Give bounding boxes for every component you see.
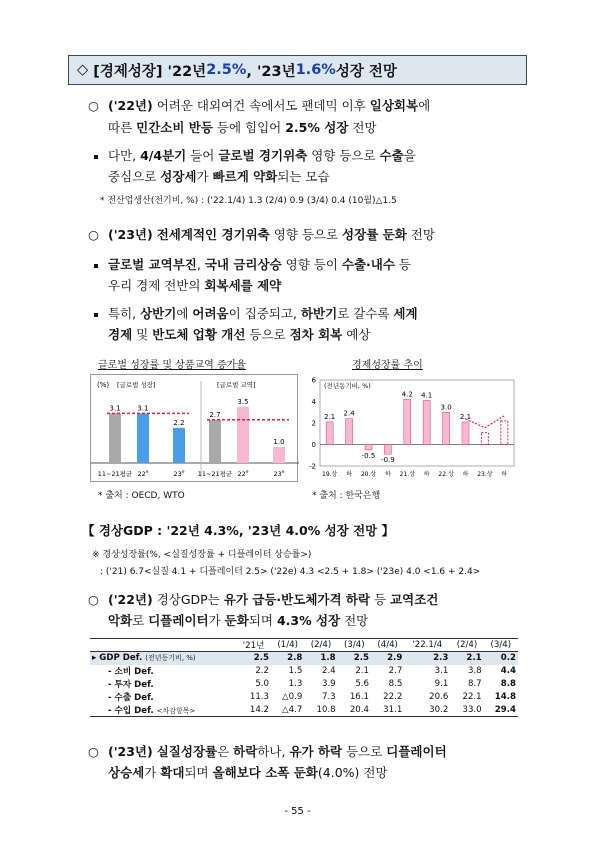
table-cell: 8.5 [388, 679, 403, 689]
para-2022-line1: ○ ('22년) 어려운 대외여건 속에서도 팬데믹 이후 일상회복에 [88, 98, 431, 113]
chart1-unit: (%) [97, 381, 110, 389]
gdp-deflator-label: ▸ GDP Def. [92, 653, 146, 664]
chart1-bar [137, 413, 149, 463]
table-cell: 8.7 [467, 679, 482, 689]
chart1-value-label: 3.5 [237, 398, 249, 406]
table-row-gdp-deflator [90, 652, 518, 665]
chart1-legend-trade: [글로벌 교역] [217, 381, 256, 389]
chart1-category-label: 11~21평균 [97, 470, 133, 478]
chart2-x-label: 하 [385, 471, 391, 478]
table-cell: 30.2 [404, 704, 450, 717]
chart2-svg [304, 374, 518, 482]
circle-bullet-icon: ○ [88, 744, 99, 759]
chart1-bar [109, 413, 121, 463]
table-header-cell: '22.1/4 [404, 639, 450, 652]
table-row-label [90, 691, 236, 704]
para-trade-line2: 우리 경제 전반의 회복세를 제약 [108, 278, 282, 293]
table-cell: 7.3 [321, 692, 336, 702]
table-cell: 16.1 [349, 692, 369, 702]
row-label-text: - 투자 Def. [108, 680, 154, 690]
table-cell: 31.1 [371, 704, 404, 717]
table-row-label [90, 665, 236, 678]
square-bullet-icon [94, 155, 98, 159]
chart2-y-tick: -2 [309, 462, 316, 471]
table-row [90, 704, 518, 717]
chart1-legend-growth: [글로벌 성장] [117, 381, 156, 389]
table-cell: 1.3 [288, 679, 303, 689]
chart2-x-label: 23.상 [477, 471, 493, 478]
chart2-title: 경제성장률 추이 [352, 360, 423, 371]
chart1-category-label: 23e [273, 470, 285, 478]
table-cell: 3.1 [434, 666, 449, 676]
table-cell: △0.9 [282, 692, 303, 702]
table-header-cell: (2/4) [304, 639, 337, 652]
chart1-estimate-mark: e [145, 470, 149, 475]
para-trade-line1: 글로벌 교역부진, 국내 금리상승 영향 등이 수출·내수 등 [92, 255, 411, 273]
table-cell: 5.6 [355, 679, 369, 689]
table-cell: 33.0 [450, 704, 483, 717]
chart1-estimate-mark: e [245, 470, 249, 475]
circle-bullet-icon: ○ [88, 592, 99, 607]
chart2-x-label: 하 [462, 471, 469, 478]
para-nominal-line1: ○ ('22년) 경상GDP는 유가 급등·반도체가격 하락 등 교역조건 [88, 592, 439, 607]
chart1-value-label: 2.2 [173, 418, 185, 427]
para-2023: ○ ('23년) 전세계적인 경기위축 영향 등으로 성장률 둔화 전망 [88, 227, 435, 242]
table-cell: 3.9 [321, 679, 336, 689]
table-header-cell: (4/4) [371, 639, 404, 652]
chart1-category-label: 22e [237, 470, 249, 478]
para-nominal-line2: 악화로 디플레이터가 둔화되며 4.3% 성장 전망 [108, 613, 369, 628]
table-cell: 22.1 [462, 692, 482, 702]
table-row [90, 691, 518, 704]
circle-bullet-icon: ○ [88, 227, 99, 242]
circle-bullet-icon: ○ [88, 98, 99, 113]
chart2-y-tick: 6 [311, 376, 316, 385]
table-cell: 20.6 [429, 692, 449, 702]
chart1-source: * 출처 : OECD, WTO [98, 491, 185, 501]
table-cell: 29.4 [484, 704, 518, 717]
chart2-y-tick: 2 [311, 419, 316, 428]
chart2-forecast-bar [501, 421, 508, 445]
table-cell: 2.8 [271, 652, 304, 665]
table-cell: 14.8 [494, 692, 516, 702]
chart2-x-label: 19.상 [322, 471, 338, 478]
chart1-category-label: 11~21평균 [197, 470, 233, 478]
chart1-title: 글로벌 성장률 및 상품교역 증가율 [98, 360, 246, 371]
table-cell: 9.1 [434, 679, 449, 689]
gdp-deflator-unit: (전년동기비, %) [145, 654, 196, 663]
table-cell: 4.4 [500, 666, 516, 676]
chart2-bar [346, 419, 353, 445]
chart2-value-label: 3.0 [440, 403, 452, 412]
section2-title: 【 경상GDP : '22년 4.3%, '23년 4.0% 성장 전망 】 [82, 523, 395, 538]
table-row [90, 665, 518, 678]
note2-line2: : ('21) 6.7<실질 4.1 + 디플레이터 2.5> ('22e) 4.3 <2.5 + 1.8> ('23e) 4.0 <1.6 + 2.4> [100, 567, 481, 577]
section-header: ◇ [경제성장] '22년 2.5% , '23년 1.6% 성장 전망 [68, 55, 527, 85]
table-cell: 11.3 [249, 692, 269, 702]
chart2-forecast-bar [481, 433, 488, 445]
chart1-value-label: 3.1 [109, 404, 121, 413]
chart1-bar [209, 420, 221, 463]
chart2-x-label: 하 [346, 471, 352, 478]
table-cell: 0.2 [484, 652, 518, 665]
row-label-text: - 소비 Def. [108, 667, 154, 677]
chart2-unit: (전년동기비, %) [324, 382, 371, 390]
table-cell: 14.2 [236, 704, 271, 717]
chart2-value-label: -0.5 [361, 451, 376, 460]
chart2-x-label: 21.상 [399, 471, 415, 478]
chart1-bar [173, 428, 185, 463]
table-row-label [90, 652, 236, 665]
chart2-value-label: 4.1 [421, 391, 433, 400]
table-cell: 2.1 [355, 666, 369, 676]
chart2-forecast-trend [466, 416, 505, 428]
table-cell: 2.9 [371, 652, 404, 665]
table-header-cell: (3/4) [338, 639, 371, 652]
table-header-cell: (1/4) [271, 639, 304, 652]
chart1-category-label: 23e [173, 470, 185, 478]
para-2022-line2: 따른 민간소비 반등 등에 힘입어 2.5% 성장 전망 [108, 120, 377, 135]
chart2-y-tick: 4 [311, 398, 316, 406]
chart1-value-label: 2.7 [209, 410, 221, 419]
table-header-row [90, 639, 518, 652]
table-header-cell: (2/4) [450, 639, 483, 652]
chart1-estimate-mark: e [181, 470, 185, 475]
chart2-x-label: 하 [423, 471, 430, 478]
chart2-x-label: 22.상 [438, 471, 454, 478]
table-header-cell: '21년 [236, 639, 271, 652]
table-cell: 10.8 [304, 704, 337, 717]
table-cell: 20.4 [338, 704, 371, 717]
row-label-note: <차감항목> [156, 706, 196, 715]
table-cell: 1.5 [288, 666, 303, 676]
chart2-value-label: -0.9 [381, 456, 395, 465]
para-2023-nominal-line2: 상승세가 확대되며 올해보다 소폭 둔화(4.0%) 전망 [108, 765, 388, 780]
table-row [90, 678, 518, 691]
chart1-panel [90, 374, 298, 482]
chart1-category-label: 22e [137, 470, 149, 478]
para-2023-nominal-line1: ○ ('23년) 실질성장률은 하락하나, 유가 하락 등으로 디플레이터 [88, 744, 447, 759]
table-row-label [90, 704, 236, 717]
deflator-table [90, 638, 518, 717]
table-header-cell [90, 639, 236, 652]
chart2-value-label: 2.1 [324, 412, 336, 421]
chart2-bar [462, 422, 469, 445]
chart2-y-tick: 0 [311, 441, 316, 449]
para-q4-line2: 중심으로 성장세가 빠르게 약화되는 모습 [108, 169, 330, 184]
chart2-bar [384, 445, 391, 455]
table-cell: 2.2 [255, 666, 269, 676]
table-cell: 2.5 [236, 652, 271, 665]
footnote-production: * 전산업생산(전기비, %) : ('22.1/4) 1.3 (2/4) 0.9 (3/4) 0.4 (10월)△1.5 [100, 196, 397, 206]
table-cell: 22.2 [383, 692, 403, 702]
square-bullet-icon [94, 264, 98, 268]
para-halves-line1: 특히, 상반기에 어려움이 집중되고, 하반기로 갈수록 세계 [92, 304, 418, 322]
table-cell: 5.0 [255, 679, 269, 689]
chart2-x-label: 20.상 [360, 471, 377, 478]
chart1-value-label: 1.0 [273, 438, 285, 446]
table-cell: 1.8 [304, 652, 337, 665]
chart2-bar [365, 445, 372, 450]
table-cell: 2.7 [388, 666, 403, 676]
chart2-bar [443, 412, 450, 444]
row-label-text: - 수출 Def. [108, 693, 154, 703]
para-q4-line1: 다만, 4/4분기 들어 글로벌 경기위축 영향 등으로 수출을 [92, 146, 416, 164]
chart2-x-label: 하 [501, 471, 508, 478]
table-cell: 2.1 [450, 652, 483, 665]
chart2-value-label: 2.1 [459, 412, 472, 421]
note2-line1: ※ 경상성장률(%, <실질성장률 + 디플레이터 상승률>) [92, 550, 312, 560]
square-bullet-icon [94, 313, 98, 317]
chart2-bar [423, 400, 430, 444]
chart1-estimate-mark: e [281, 470, 285, 475]
chart2-value-label: 2.4 [343, 409, 355, 418]
chart1-value-label: 3.1 [137, 404, 149, 413]
table-header-cell: (3/4) [484, 639, 518, 652]
chart1-bar [273, 447, 285, 463]
table-row-label [90, 678, 236, 691]
para-halves-line2: 경제 및 반도체 업황 개선 등으로 점차 회복 예상 [108, 327, 371, 342]
row-label-text: - 수입 Def. [108, 705, 157, 716]
chart1-bar [237, 407, 249, 463]
table-cell: 2.3 [404, 652, 450, 665]
chart1-svg [91, 375, 299, 483]
table-cell: 3.8 [467, 666, 482, 676]
chart2-bar [326, 422, 333, 445]
chart2-source: * 출처 : 한국은행 [312, 491, 381, 501]
table-cell: 2.5 [338, 652, 371, 665]
chart2-bar [404, 399, 411, 444]
page-number: - 55 - [284, 806, 311, 817]
table-cell: △4.7 [271, 704, 304, 717]
chart2-panel [304, 374, 518, 482]
table-cell: 8.8 [500, 679, 516, 689]
table-cell: 2.4 [321, 666, 336, 676]
chart2-value-label: 4.2 [401, 390, 413, 399]
diamond-icon: ◇ [77, 62, 89, 78]
